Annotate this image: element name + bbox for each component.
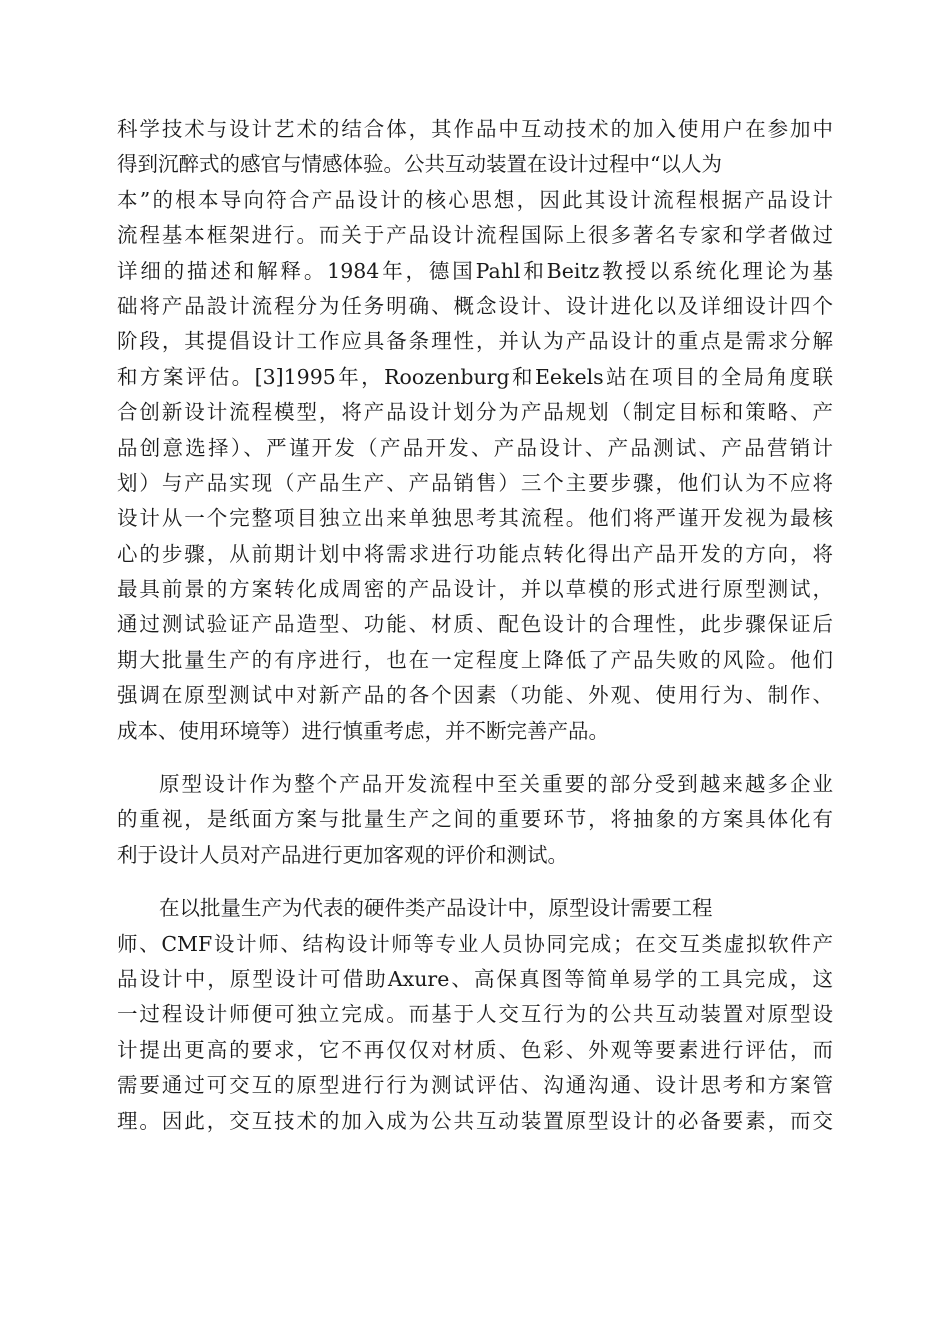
text-line: 最具前景的方案转化成周密的产品设计，并以草模的形式进行原型测试，	[117, 577, 833, 602]
text-line: 理。因此，交互技术的加入成为公共互动装置原型设计的必备要素，而交	[117, 1108, 833, 1133]
text-line: 本”的根本导向符合产品设计的核心思想，因此其设计流程根据产品设计	[117, 187, 833, 212]
text-line: 详细的描述和解释。1984年，德国Pahl和Beitz教授以系统化理论为基	[117, 258, 833, 283]
paragraph-1	[117, 112, 833, 749]
text-line: 品设计中，原型设计可借助Axure、高保真图等简单易学的工具完成，这	[117, 966, 833, 991]
text-line: 计提出更高的要求，它不再仅仅对材质、色彩、外观等要素进行评估，而	[117, 1037, 833, 1062]
text-line: 一过程设计师便可独立完成。而基于人交互行为的公共互动装置对原型设	[117, 1002, 833, 1027]
text-line: 需要通过可交互的原型进行行为测试评估、沟通沟通、设计思考和方案管	[117, 1073, 833, 1098]
paragraph-spacer	[117, 873, 833, 891]
text-line: 合创新设计流程模型，将产品设计划分为产品规划（制定目标和策略、产	[117, 400, 833, 425]
paragraph-3	[117, 891, 833, 1139]
paragraph-2	[117, 767, 833, 873]
text-line: 通过测试验证产品造型、功能、材质、配色设计的合理性，此步骤保证后	[117, 612, 833, 637]
text-line: 成本、使用环境等）进行慎重考虑，并不断完善产品。	[117, 718, 609, 743]
text-line: 设计从一个完整项目独立出来单独思考其流程。他们将严谨开发视为最核	[117, 506, 833, 531]
text-line: 强调在原型测试中对新产品的各个因素（功能、外观、使用行为、制作、	[117, 683, 833, 708]
text-line: 得到沉醉式的感官与情感体验。公共互动装置在设计过程中“以人为	[117, 152, 722, 177]
body-text	[117, 112, 833, 1139]
text-line: 划）与产品实现（产品生产、产品销售）三个主要步骤，他们认为不应将	[117, 470, 833, 495]
text-line: 师、CMF设计师、结构设计师等专业人员协同完成；在交互类虚拟软件产	[117, 931, 833, 956]
text-line: 和方案评估。[3]1995年，Roozenburg和Eekels站在项目的全局角度联	[117, 364, 833, 389]
text-line: 期大批量生产的有序进行，也在一定程度上降低了产品失败的风险。他们	[117, 647, 833, 672]
text-line: 在以批量生产为代表的硬件类产品设计中，原型设计需要工程	[159, 896, 713, 921]
text-line: 础将产品設计流程分为任务明确、概念设计、设计进化以及详细设计四个	[117, 293, 833, 318]
text-line: 流程基本框架进行。而关于产品设计流程国际上很多著名专家和学者做过	[117, 223, 833, 248]
text-line: 的重视，是纸面方案与批量生产之间的重要环节，将抽象的方案具体化有	[117, 807, 833, 832]
text-line: 科学技术与设计艺术的结合体，其作品中互动技术的加入使用户在参加中	[117, 117, 833, 141]
text-line: 心的步骤，从前期计划中将需求进行功能点转化得出产品开发的方向，将	[117, 541, 833, 566]
text-line: 品创意选择）、严谨开发（产品开发、产品设计、产品测试、产品营销计	[117, 435, 833, 460]
paragraph-spacer	[117, 749, 833, 767]
text-line: 阶段，其提倡设计工作应具备条理性，并认为产品设计的重点是需求分解	[117, 329, 833, 354]
text-line: 原型设计作为整个产品开发流程中至关重要的部分受到越来越多企业	[159, 772, 833, 797]
text-line: 利于设计人员对产品进行更加客观的评价和测试。	[117, 842, 568, 867]
